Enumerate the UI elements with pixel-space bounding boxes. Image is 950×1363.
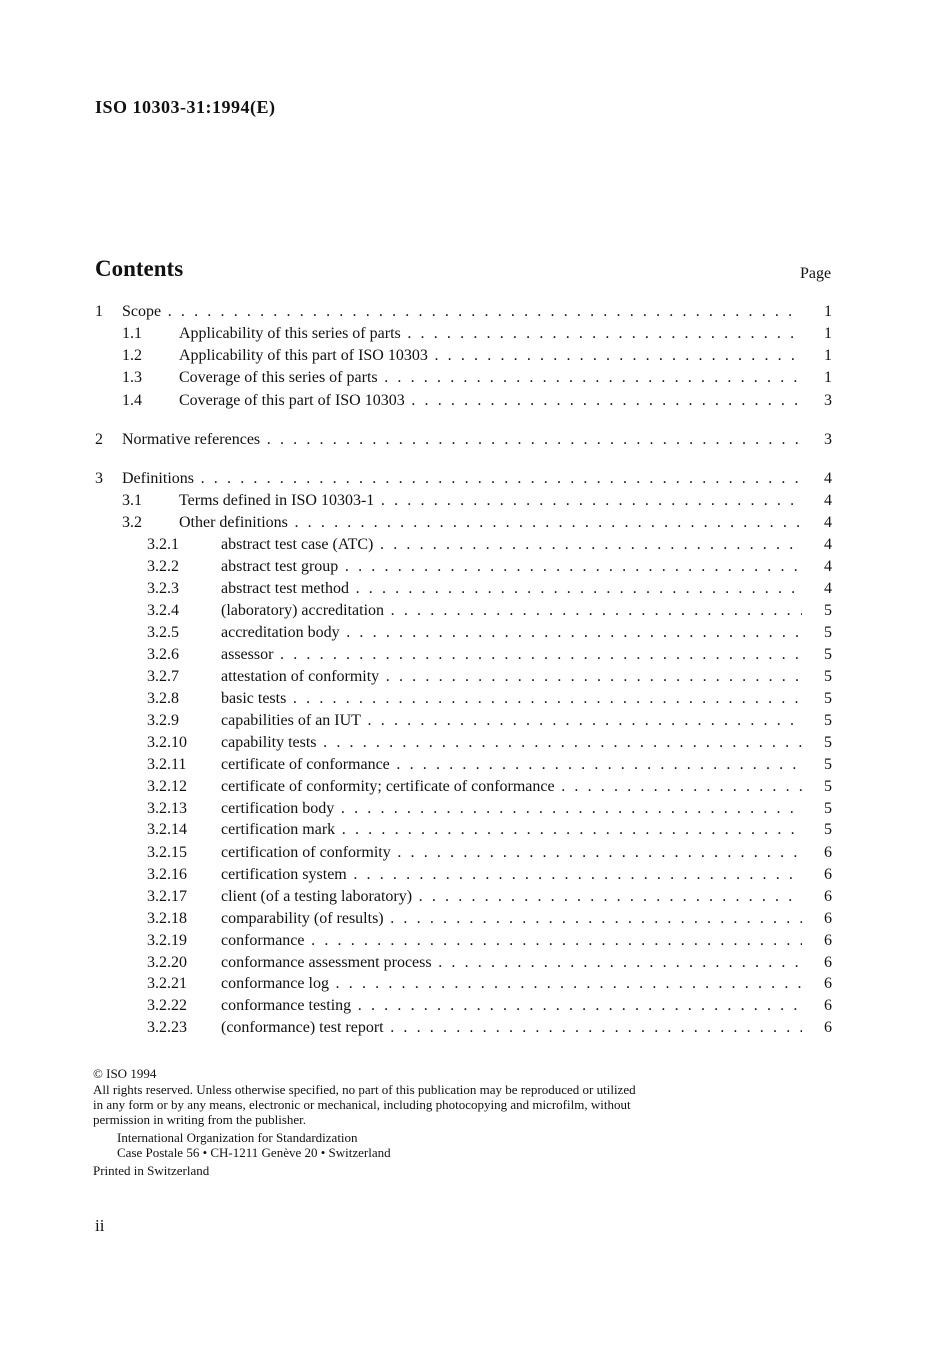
toc-page: 6 xyxy=(824,844,832,861)
toc-entry-1[interactable] xyxy=(95,301,832,323)
toc-number: 3.2.20 xyxy=(147,954,187,971)
toc-number: 1.3 xyxy=(122,369,142,386)
toc-title: Scope . . . xyxy=(122,301,802,323)
toc-number: 3 xyxy=(95,470,103,487)
toc-number: 3.2.10 xyxy=(147,734,187,751)
toc-number: 3.2.3 xyxy=(147,580,179,597)
toc-title: certification mark . . . xyxy=(221,819,802,841)
toc-entry-1-4[interactable] xyxy=(95,390,832,412)
toc-title: Normative references . . . xyxy=(122,429,802,451)
toc-title: Applicability of this part of ISO 10303 . . . xyxy=(179,345,802,367)
toc-entry-3-2-17[interactable] xyxy=(95,886,832,908)
toc-number: 3.2.15 xyxy=(147,844,187,861)
toc-number: 1.2 xyxy=(122,347,142,364)
toc-title: conformance testing . . . xyxy=(221,995,802,1017)
toc-entry-3-2-15[interactable] xyxy=(95,842,832,864)
toc-number: 3.2.21 xyxy=(147,975,187,992)
toc-page: 6 xyxy=(824,1019,832,1036)
toc-page: 1 xyxy=(824,347,832,364)
toc-entry-3-2-7[interactable] xyxy=(95,666,832,688)
toc-entry-1-2[interactable] xyxy=(95,345,832,367)
toc-title: capabilities of an IUT . . . xyxy=(221,710,802,732)
toc-title: Applicability of this series of parts . . . xyxy=(179,323,802,345)
toc-number: 3.2.16 xyxy=(147,866,187,883)
toc-entry-3-2-18[interactable] xyxy=(95,908,832,930)
toc-page: 5 xyxy=(824,624,832,641)
toc-number: 3.2.5 xyxy=(147,624,179,641)
toc-page: 5 xyxy=(824,821,832,838)
toc-entry-3-2-21[interactable] xyxy=(95,973,832,995)
toc-entry-3-1[interactable] xyxy=(95,490,832,512)
toc-page: 4 xyxy=(824,580,832,597)
toc-page: 5 xyxy=(824,690,832,707)
toc-title: Other definitions . . . xyxy=(179,512,802,534)
toc-page: 5 xyxy=(824,712,832,729)
toc-page: 6 xyxy=(824,997,832,1014)
copyright-block xyxy=(93,1066,653,1178)
rights-notice: All rights reserved. Unless otherwise specified, no part of this publication may be reproduced or utilized in any form or by any means, electronic or mechanical, including photocopying and microfilm, without permission in writing from the publisher. xyxy=(93,1082,636,1127)
toc-page: 5 xyxy=(824,800,832,817)
toc-entry-3-2-8[interactable] xyxy=(95,688,832,710)
toc-page: 6 xyxy=(824,866,832,883)
toc-title: abstract test group . . . xyxy=(221,556,802,578)
toc-number: 3.2.8 xyxy=(147,690,179,707)
toc-page: 5 xyxy=(824,602,832,619)
toc-entry-3-2-5[interactable] xyxy=(95,622,832,644)
toc-entry-3-2-19[interactable] xyxy=(95,930,832,952)
publisher-postal: Case Postale 56 • CH-1211 Genève 20 • Switzerland xyxy=(117,1145,391,1160)
toc-number: 3.2 xyxy=(122,514,142,531)
toc-entry-3-2-3[interactable] xyxy=(95,578,832,600)
toc-number: 3.2.6 xyxy=(147,646,179,663)
toc-number: 3.2.13 xyxy=(147,800,187,817)
toc-number: 3.2.22 xyxy=(147,997,187,1014)
toc-entry-3-2-13[interactable] xyxy=(95,798,832,820)
toc-entry-3-2-12[interactable] xyxy=(95,776,832,798)
toc-number: 3.2.12 xyxy=(147,778,187,795)
toc-entry-3-2[interactable] xyxy=(95,512,832,534)
toc-number: 3.2.1 xyxy=(147,536,179,553)
toc-title: Terms defined in ISO 10303-1 . . . xyxy=(179,490,802,512)
toc-number: 3.2.17 xyxy=(147,888,187,905)
toc-title: basic tests . . . xyxy=(221,688,802,710)
toc-entry-3-2-9[interactable] xyxy=(95,710,832,732)
contents-title: Contents xyxy=(95,256,184,281)
toc-entry-3-2-22[interactable] xyxy=(95,995,832,1017)
toc-title: certification body . . . xyxy=(221,798,802,820)
toc-entry-3-2-14[interactable] xyxy=(95,819,832,841)
toc-title: abstract test case (ATC) . . . xyxy=(221,534,802,556)
toc-page: 1 xyxy=(824,325,832,342)
toc-title: capability tests . . . xyxy=(221,732,802,754)
toc-title: comparability (of results) . . . xyxy=(221,908,802,930)
toc-page: 4 xyxy=(824,536,832,553)
toc-number: 1 xyxy=(95,303,103,320)
document-id-header: ISO 10303-31:1994(E) xyxy=(95,97,276,117)
toc-number: 3.2.14 xyxy=(147,821,187,838)
toc-page: 6 xyxy=(824,975,832,992)
toc-page: 4 xyxy=(824,558,832,575)
toc-page: 6 xyxy=(824,954,832,971)
toc-page: 3 xyxy=(824,431,832,448)
toc-entry-3-2-20[interactable] xyxy=(95,952,832,974)
toc-title: attestation of conformity . . . xyxy=(221,666,802,688)
toc-number: 3.2.9 xyxy=(147,712,179,729)
toc-page: 1 xyxy=(824,303,832,320)
toc-page: 6 xyxy=(824,910,832,927)
toc-entry-3-2-4[interactable] xyxy=(95,600,832,622)
toc-entry-3-2-11[interactable] xyxy=(95,754,832,776)
toc-title: Definitions . . . xyxy=(122,468,802,490)
toc-number: 3.2.2 xyxy=(147,558,179,575)
toc-entry-3-2-23[interactable] xyxy=(95,1017,832,1039)
publisher-address xyxy=(93,1130,653,1160)
toc-title: conformance assessment process . . . xyxy=(221,952,802,974)
toc-entry-1-3[interactable] xyxy=(95,367,832,389)
toc-number: 3.2.23 xyxy=(147,1019,187,1036)
toc-page: 5 xyxy=(824,646,832,663)
page-number: ii xyxy=(95,1216,105,1235)
toc-page: 5 xyxy=(824,668,832,685)
toc-title: conformance log . . . xyxy=(221,973,802,995)
toc-title: abstract test method . . . xyxy=(221,578,802,600)
toc-entry-3[interactable] xyxy=(95,468,832,490)
toc-page: 5 xyxy=(824,778,832,795)
toc-title: certification of conformity . . . xyxy=(221,842,802,864)
toc-entry-1-1[interactable] xyxy=(95,323,832,345)
toc-number: 3.2.19 xyxy=(147,932,187,949)
toc-title: conformance . . . xyxy=(221,930,802,952)
toc-page: 5 xyxy=(824,734,832,751)
page-column-label: Page xyxy=(800,265,832,282)
toc-number: 3.2.4 xyxy=(147,602,179,619)
toc-number: 1.4 xyxy=(122,392,142,409)
toc-title: accreditation body . . . xyxy=(221,622,802,644)
toc-entry-3-2-6[interactable] xyxy=(95,644,832,666)
toc-entry-3-2-1[interactable] xyxy=(95,534,832,556)
toc-page: 6 xyxy=(824,932,832,949)
toc-number: 3.2.11 xyxy=(147,756,187,773)
toc-number: 1.1 xyxy=(122,325,142,342)
toc-entry-3-2-16[interactable] xyxy=(95,864,832,886)
toc-page: 4 xyxy=(824,470,832,487)
toc-title: assessor . . . xyxy=(221,644,802,666)
copyright-line: © ISO 1994 xyxy=(93,1066,157,1081)
printed-in: Printed in Switzerland xyxy=(93,1163,210,1178)
toc-page: 3 xyxy=(824,392,832,409)
toc-title: Coverage of this series of parts . . . xyxy=(179,367,802,389)
toc-number: 3.2.18 xyxy=(147,910,187,927)
toc-page: 1 xyxy=(824,369,832,386)
toc-entry-3-2-10[interactable] xyxy=(95,732,832,754)
toc-entry-2[interactable] xyxy=(95,429,832,451)
toc-title: certificate of conformity; certificate of conformance . . . xyxy=(221,776,802,798)
toc-title: (laboratory) accreditation . . . xyxy=(221,600,802,622)
toc-entry-3-2-2[interactable] xyxy=(95,556,832,578)
toc-title: Coverage of this part of ISO 10303 . . . xyxy=(179,390,802,412)
toc-title: client (of a testing laboratory) . . . xyxy=(221,886,802,908)
toc-title: certificate of conformance . . . xyxy=(221,754,802,776)
toc-page: 4 xyxy=(824,514,832,531)
toc-title: certification system . . . xyxy=(221,864,802,886)
toc-page: 4 xyxy=(824,492,832,509)
toc-page: 6 xyxy=(824,888,832,905)
toc-number: 2 xyxy=(95,431,103,448)
publisher-org: International Organization for Standardization xyxy=(117,1130,358,1145)
toc-page: 5 xyxy=(824,756,832,773)
toc-title: (conformance) test report . . . xyxy=(221,1017,802,1039)
toc-number: 3.2.7 xyxy=(147,668,179,685)
toc-number: 3.1 xyxy=(122,492,142,509)
